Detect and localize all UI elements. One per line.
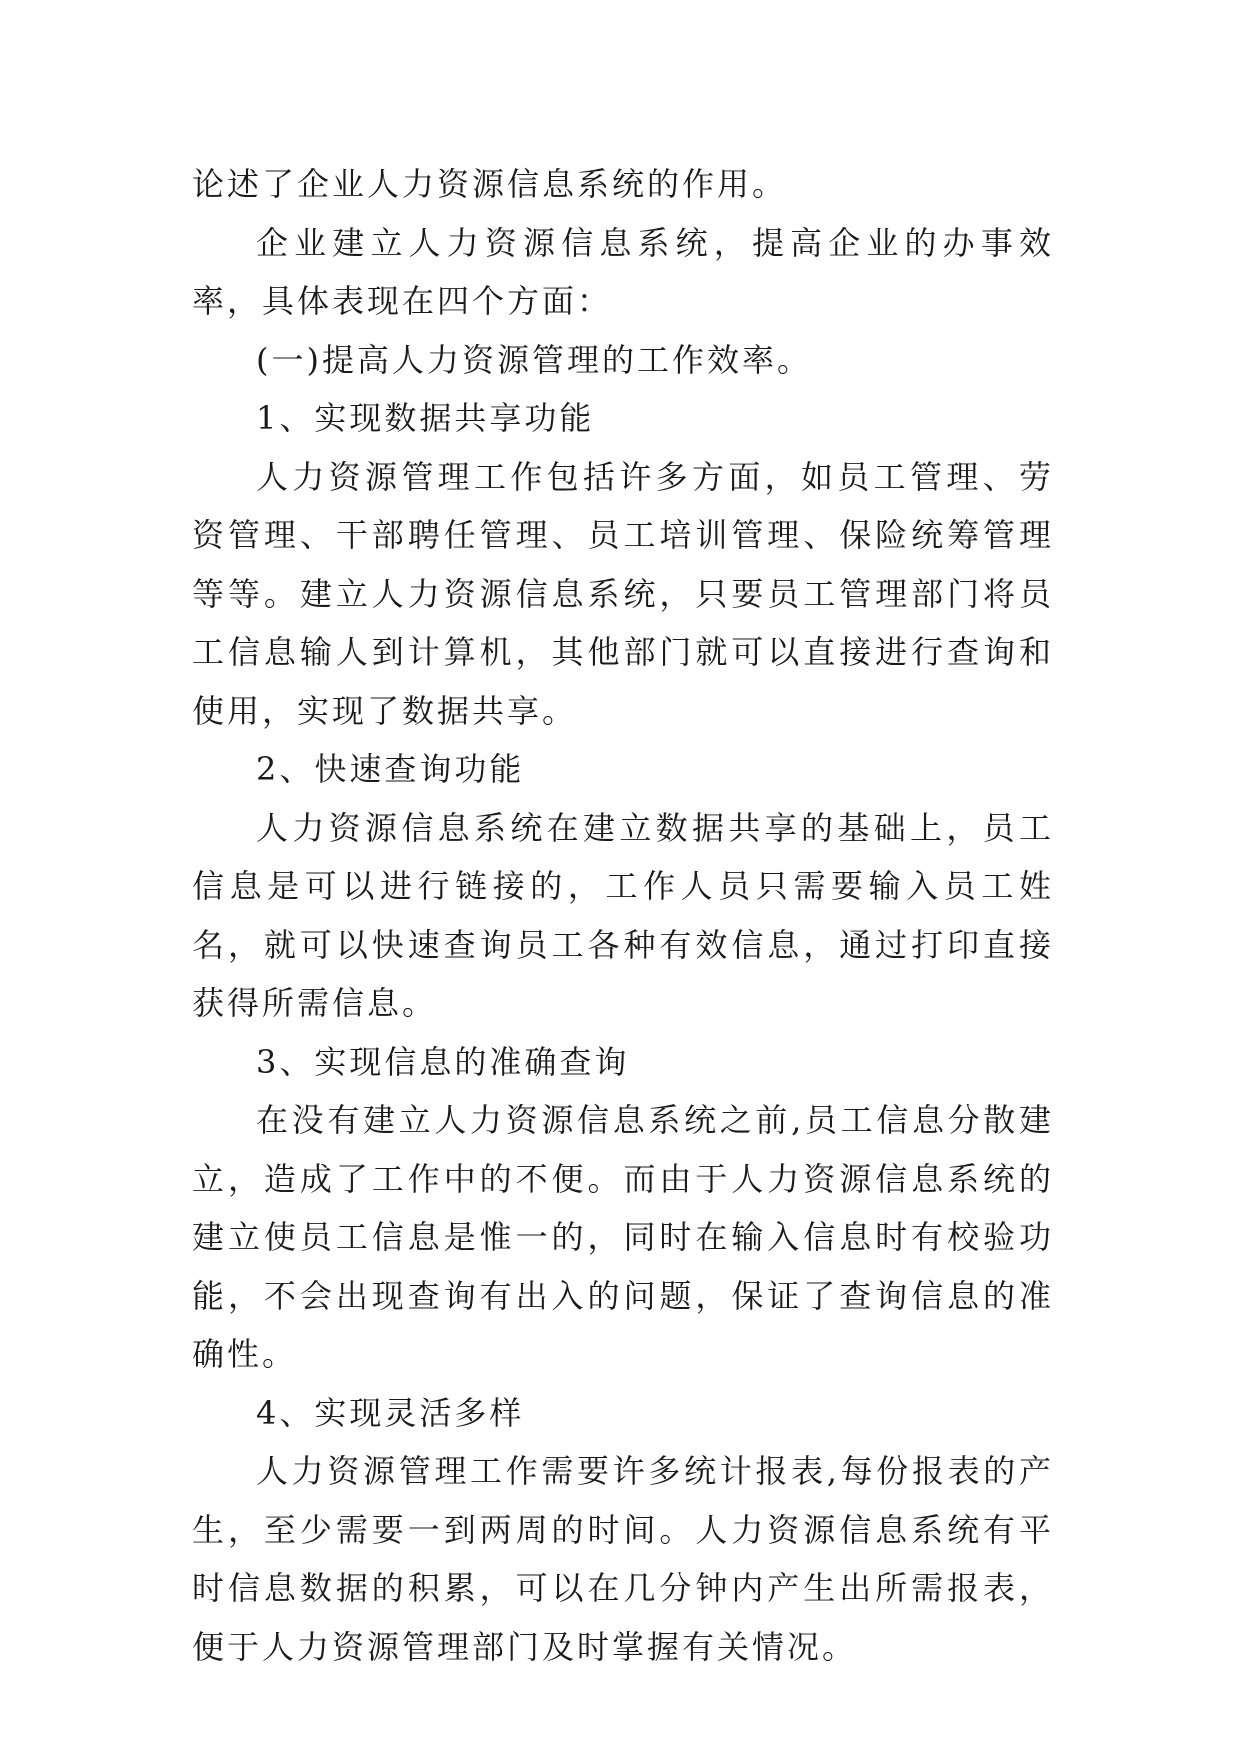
subheading-accurate-query: 3、实现信息的准确查询 — [256, 1042, 630, 1081]
paragraph-overview: 企业建立人力资源信息系统，提高企业的办事效率，具体表现在四个方面： — [192, 223, 1054, 320]
document-body — [192, 155, 1054, 1676]
subheading-flexible: 4、实现灵活多样 — [256, 1393, 525, 1432]
paragraph-fast-query: 人力资源信息系统在建立数据共享的基础上，员工信息是可以进行链接的，工作人员只需要输入员工姓名，就可以快速查询员工各种有效信息，通过打印直接获得所需信息。 — [192, 808, 1054, 1022]
paragraph-flexible: 人力资源管理工作需要许多统计报表,每份报表的产生，至少需要一到两周的时间。人力资源信息系统有平时信息数据的积累，可以在几分钟内产生出所需报表，便于人力资源管理部门及时掌握有关情况。 — [192, 1452, 1054, 1666]
paragraph-intro-continuation: 论述了企业人力资源信息系统的作用。 — [192, 165, 788, 203]
subheading-data-sharing: 1、实现数据共享功能 — [256, 399, 595, 437]
section-heading-efficiency: (一)提高人力资源管理的工作效率。 — [256, 340, 812, 379]
paragraph-accurate-query: 在没有建立人力资源信息系统之前,员工信息分散建立，造成了工作中的不便。而由于人力资源信息系统的建立使员工信息是惟一的，同时在输入信息时有校验功能，不会出现查询有出入的问题，保证了查询信息的准确性。 — [192, 1101, 1054, 1373]
paragraph-data-sharing: 人力资源管理工作包括许多方面，如员工管理、劳资管理、干部聘任管理、员工培训管理、保险统筹管理等等。建立人力资源信息系统，只要员工管理部门将员工信息输人到计算机，其他部门就可以直接进行查询和使用，实现了数据共享。 — [192, 457, 1054, 730]
subheading-fast-query: 2、快速查询功能 — [256, 750, 525, 788]
